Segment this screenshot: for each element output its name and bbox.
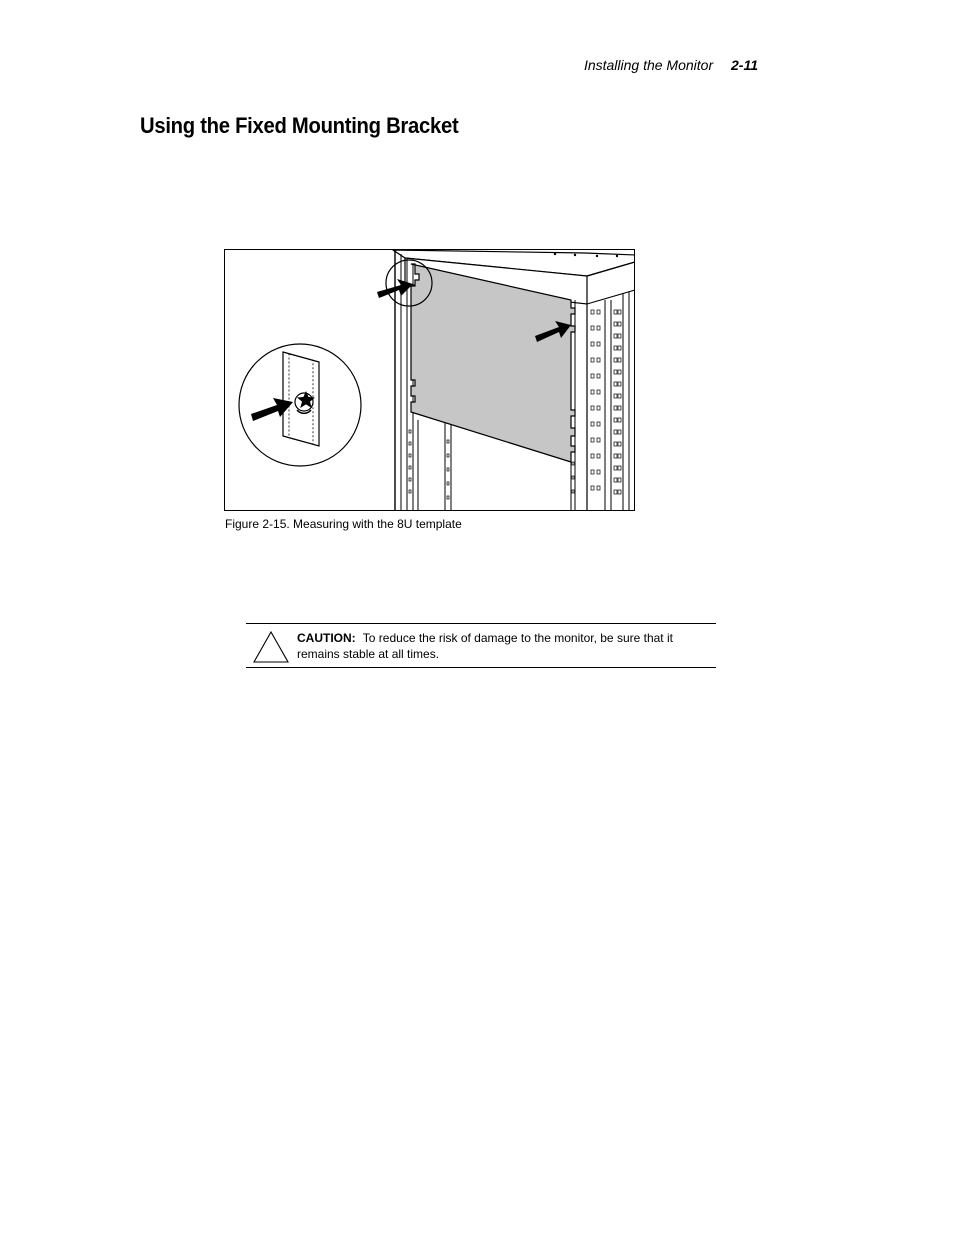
caution-text-block bbox=[297, 630, 713, 662]
caution-triangle-icon bbox=[252, 630, 290, 669]
rack-template-illustration bbox=[225, 250, 635, 511]
running-header bbox=[584, 57, 758, 73]
caution-message: To reduce the risk of damage to the monitor, be sure that it remains stable at all times. bbox=[297, 631, 673, 661]
figure-caption: Figure 2-15. Measuring with the 8U template bbox=[225, 517, 462, 531]
caution-label: CAUTION: bbox=[297, 631, 356, 645]
figure-illustration bbox=[224, 249, 635, 511]
page-number: 2-11 bbox=[731, 57, 758, 73]
section-title: Using the Fixed Mounting Bracket bbox=[140, 113, 459, 138]
caution-notice bbox=[246, 623, 716, 668]
chapter-title: Installing the Monitor bbox=[583, 57, 714, 73]
